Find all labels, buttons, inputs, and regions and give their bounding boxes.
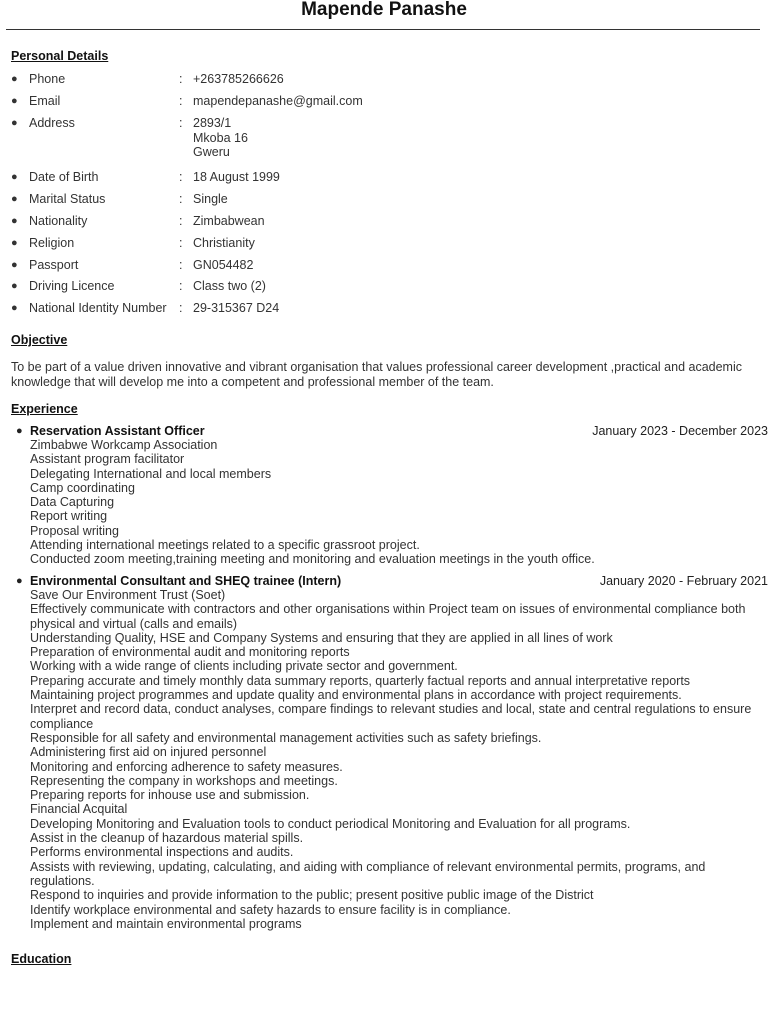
job-description bbox=[30, 588, 755, 931]
detail-label: Date of Birth bbox=[29, 170, 99, 184]
candidate-name: Mapende Panashe bbox=[301, 0, 467, 20]
bullet-icon: ● bbox=[11, 193, 18, 205]
job-line: Representing the company in workshops and meetings. bbox=[30, 773, 338, 788]
job-line: Conducted zoom meeting,training meeting and monitoring and evaluation meetings in the youth office. bbox=[30, 552, 595, 567]
detail-colon: : bbox=[179, 72, 183, 86]
job-line: Respond to inquiries and provide information to the public; present positive public image of the District bbox=[30, 888, 594, 903]
job-line: Implement and maintain environmental programs bbox=[30, 916, 302, 931]
bullet-icon: ● bbox=[11, 302, 18, 314]
job-line: Save Our Environment Trust (Soet) bbox=[30, 588, 226, 602]
detail-colon: : bbox=[179, 258, 183, 272]
job-line: Preparation of environmental audit and monitoring reports bbox=[30, 645, 350, 660]
bullet-icon: ● bbox=[16, 425, 23, 437]
objective-heading: Objective bbox=[11, 333, 68, 347]
detail-colon: : bbox=[179, 192, 183, 206]
bullet-icon: ● bbox=[11, 95, 18, 107]
job-line: Report writing bbox=[30, 509, 108, 524]
job-line: Effectively communicate with contractors and other organisations within Project team on issues of environmental compliance both physical and virtual (calls and emails) bbox=[30, 602, 746, 631]
job-line: Identify workplace environmental and safety hazards to ensure facility is in compliance. bbox=[30, 902, 511, 917]
detail-value: Class two (2) bbox=[193, 279, 266, 293]
bullet-icon: ● bbox=[11, 215, 18, 227]
job-line: Working with a wide range of clients including private sector and government. bbox=[30, 659, 458, 674]
experience-heading: Experience bbox=[11, 402, 78, 416]
job-line: Financial Acquital bbox=[30, 802, 128, 817]
address-line: 2893/1 bbox=[193, 116, 232, 130]
job-line: Camp coordinating bbox=[30, 480, 135, 495]
bullet-icon: ● bbox=[11, 171, 18, 183]
detail-label: National Identity Number bbox=[29, 301, 167, 315]
job-dates: January 2023 - December 2023 bbox=[592, 424, 768, 438]
detail-value bbox=[193, 116, 248, 160]
bullet-icon: ● bbox=[16, 575, 23, 587]
job-line: Developing Monitoring and Evaluation tools to conduct periodical Monitoring and Evaluation for all programs. bbox=[30, 816, 631, 831]
detail-label: Marital Status bbox=[29, 192, 106, 206]
job-line: Assists with reviewing, updating, calculating, and aiding with compliance of relevant environmental permits, programs, and regulations. bbox=[30, 859, 706, 888]
job-line: Interpret and record data, conduct analyses, compare findings to relevant studies and local, state and central regulations to ensure compliance bbox=[30, 702, 752, 731]
job-line: Responsible for all safety and environmental management activities such as safety briefings. bbox=[30, 730, 542, 745]
detail-value: Single bbox=[193, 192, 228, 206]
detail-colon: : bbox=[179, 94, 183, 108]
job-line: Data Capturing bbox=[30, 495, 115, 510]
detail-value: Christianity bbox=[193, 236, 255, 250]
job-description bbox=[30, 438, 755, 567]
detail-label: Email bbox=[29, 94, 61, 108]
detail-label: Passport bbox=[29, 258, 79, 272]
address-line: Mkoba 16 bbox=[193, 130, 248, 145]
detail-value: 29-315367 D24 bbox=[193, 301, 280, 315]
detail-colon: : bbox=[179, 301, 183, 315]
job-line: Assist in the cleanup of hazardous material spills. bbox=[30, 831, 304, 846]
bullet-icon: ● bbox=[11, 259, 18, 271]
bullet-icon: ● bbox=[11, 117, 18, 129]
job-line: Monitoring and enforcing adherence to safety measures. bbox=[30, 759, 343, 774]
header-divider bbox=[6, 29, 760, 30]
address-line: Gweru bbox=[193, 145, 230, 159]
job-line: Administering first aid on injured personnel bbox=[30, 745, 267, 760]
detail-label: Religion bbox=[29, 236, 75, 250]
job-line: Understanding Quality, HSE and Company Systems and ensuring that they are applied in all lines of work bbox=[30, 630, 613, 645]
education-heading: Education bbox=[11, 952, 72, 966]
objective-text: To be part of a value driven innovative and vibrant organisation that values professional career development ,practical and academic knowledge that will develop me into a competent and professional member of the team. bbox=[11, 360, 742, 389]
job-line: Preparing accurate and timely monthly data summary reports, quarterly factual reports and annual interpretative reports bbox=[30, 673, 691, 688]
detail-value: Zimbabwean bbox=[193, 214, 265, 228]
job-line: Maintaining project programmes and update quality and environmental plans in accordance with project requirements. bbox=[30, 688, 682, 703]
detail-label: Nationality bbox=[29, 214, 88, 228]
job-line: Delegating International and local members bbox=[30, 466, 272, 481]
job-line: Proposal writing bbox=[30, 523, 119, 538]
bullet-icon: ● bbox=[11, 237, 18, 249]
job-line: Preparing reports for inhouse use and submission. bbox=[30, 788, 310, 803]
detail-label: Address bbox=[29, 116, 75, 130]
bullet-icon: ● bbox=[11, 73, 18, 85]
bullet-icon: ● bbox=[11, 280, 18, 292]
job-line: Performs environmental inspections and audits. bbox=[30, 845, 294, 860]
detail-label: Driving Licence bbox=[29, 279, 115, 293]
job-line: Attending international meetings related to a specific grassroot project. bbox=[30, 538, 420, 553]
detail-value: 18 August 1999 bbox=[193, 170, 280, 184]
detail-colon: : bbox=[179, 170, 183, 184]
detail-label: Phone bbox=[29, 72, 66, 86]
detail-colon: : bbox=[179, 279, 183, 293]
job-title: Environmental Consultant and SHEQ trainee (Intern) bbox=[30, 574, 342, 588]
detail-value: GN054482 bbox=[193, 258, 254, 272]
job-dates: January 2020 - February 2021 bbox=[599, 574, 768, 588]
detail-colon: : bbox=[179, 116, 183, 130]
job-title: Reservation Assistant Officer bbox=[30, 424, 205, 438]
job-line: Zimbabwe Workcamp Association bbox=[30, 438, 218, 452]
job-line: Assistant program facilitator bbox=[30, 452, 185, 467]
detail-colon: : bbox=[179, 236, 183, 250]
personal-details-heading: Personal Details bbox=[11, 49, 109, 63]
detail-value: +263785266626 bbox=[193, 72, 284, 86]
detail-value: mapendepanashe@gmail.com bbox=[193, 94, 363, 108]
detail-colon: : bbox=[179, 214, 183, 228]
